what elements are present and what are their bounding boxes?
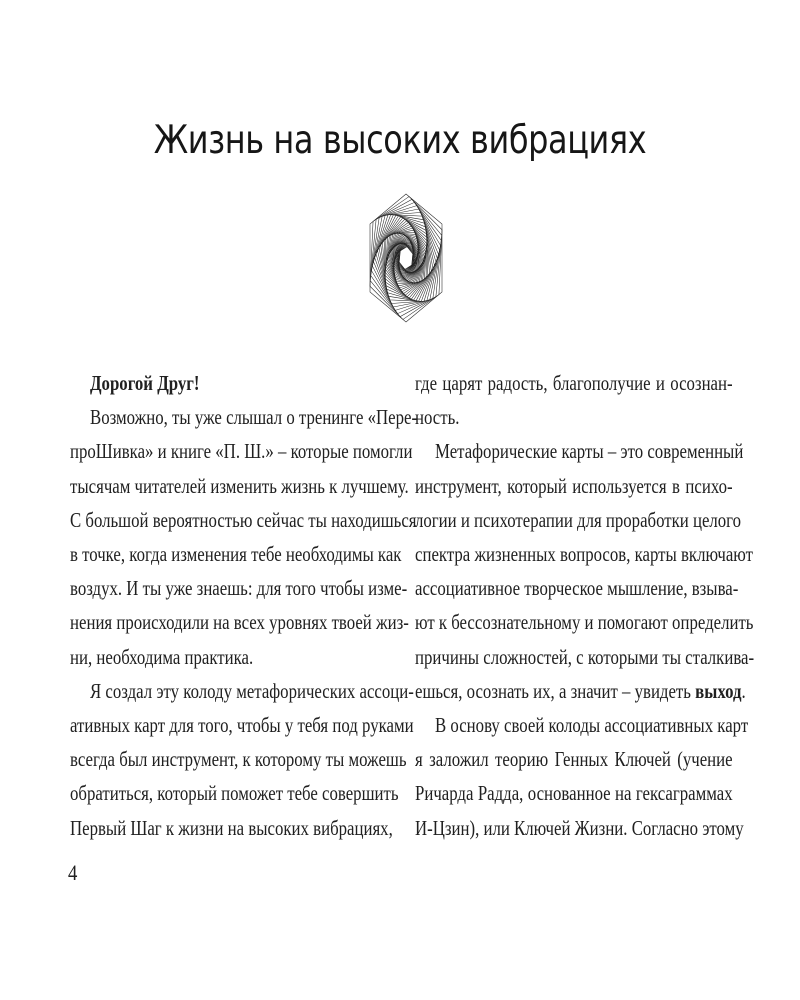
greeting: Дорогой Друг!: [90, 371, 200, 395]
punctuation: .: [741, 678, 746, 703]
page-title: Жизнь на высоких вибрациях: [153, 118, 647, 163]
text-line: Первый Шаг к жизни на высоких вибрациях,: [70, 815, 393, 840]
text-line: ативных карт для того, чтобы у тебя под руками: [70, 713, 414, 738]
text-line: проШивка» и книге «П. Ш.» – которые помогли: [70, 439, 413, 464]
bold-word: выход: [695, 678, 742, 703]
text-line: причины сложностей, с которыми ты сталкива-: [415, 644, 755, 669]
text-line: спектра жизненных вопросов, карты включают: [415, 542, 753, 567]
text-line: воздух. И ты уже знаешь: для того чтобы изме-: [70, 576, 408, 601]
text-line: Метафорические карты – это современный: [435, 439, 744, 464]
text-line: ют к бессознательному и помогают определить: [415, 610, 754, 635]
text-line: в точке, когда изменения тебе необходимы как: [70, 542, 402, 567]
text-line: инструмент, который используется в психо-: [415, 473, 733, 498]
text-line: ассоциативное творческое мышление, взыва-: [415, 576, 739, 601]
text-line: В основу своей колоды ассоциативных карт: [435, 713, 749, 738]
text-line: где царят радость, благополучие и осознан-: [415, 371, 733, 395]
text-line: всегда был инструмент, к которому ты можешь: [70, 747, 407, 772]
text-line: Я создал эту колоду метафорических ассоци-: [90, 678, 414, 703]
text-line: тысячам читателей изменить жизнь к лучшему.: [70, 473, 409, 498]
text-line: логии и психотерапии для проработки целого: [415, 507, 742, 532]
text-line: Возможно, ты уже слышал о тренинге «Пере-: [90, 405, 418, 430]
text-line: нения происходили на всех уровнях твоей жиз-: [70, 610, 409, 635]
text-line-with-bold: [415, 674, 746, 708]
right-column: [415, 366, 755, 845]
text-line: И-Цзин), или Ключей Жизни. Согласно этому: [415, 815, 744, 840]
text-line: С большой вероятностью сейчас ты находишься: [70, 507, 417, 532]
left-column: [70, 366, 418, 845]
text-line: ни, необходима практика.: [70, 644, 254, 669]
text-line: ность.: [415, 405, 460, 430]
spiral-hexagon-icon: [367, 192, 445, 324]
text-line: я заложил теорию Генных Ключей (учение: [415, 747, 733, 772]
text-line: Ричарда Радда, основанное на гексаграммах: [415, 781, 733, 806]
page-number: 4: [68, 860, 78, 885]
text-fragment: ешься, осознать их, а значит – увидеть: [415, 678, 696, 703]
text-line: обратиться, который поможет тебе совершить: [70, 781, 399, 806]
